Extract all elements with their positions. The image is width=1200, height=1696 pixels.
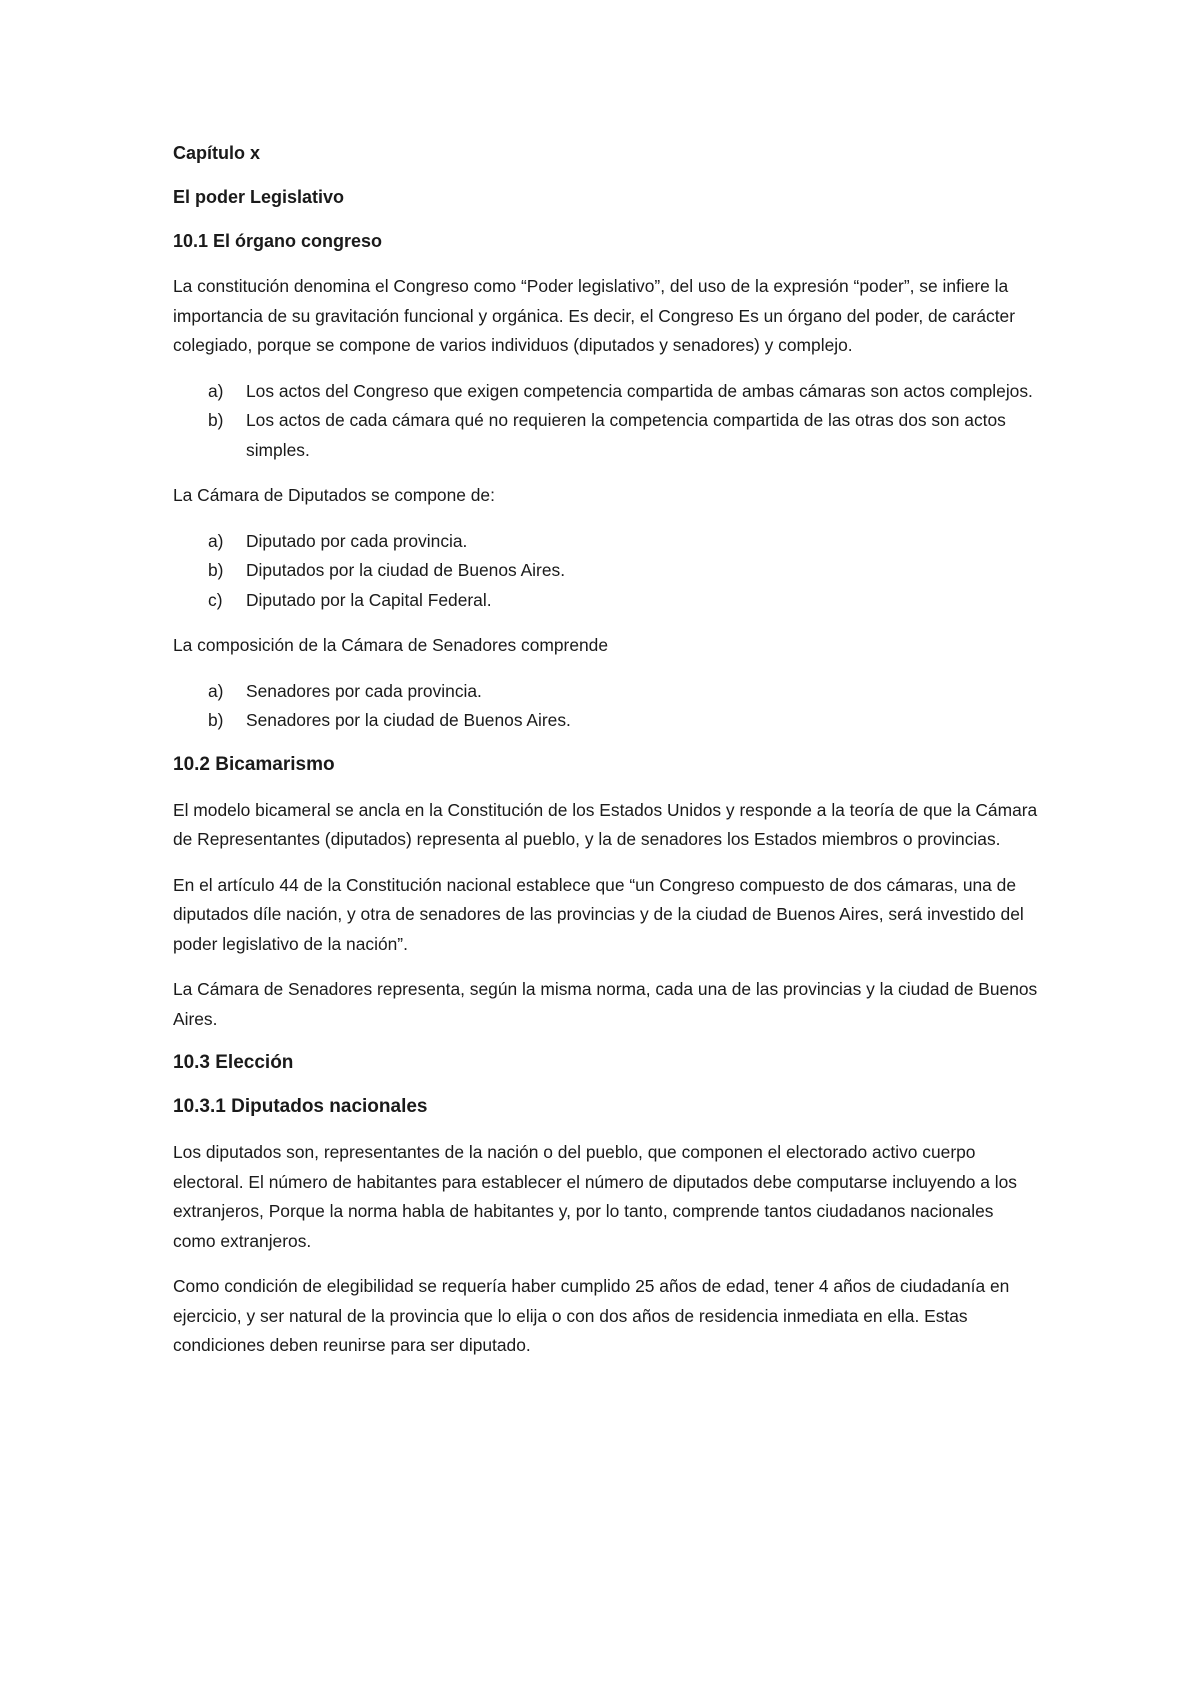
list-item-text: Senadores por cada provincia.: [246, 680, 482, 701]
section-heading-10-2: 10.2 Bicamarismo: [173, 753, 335, 775]
section-heading-10-1: 10.1 El órgano congreso: [173, 231, 383, 251]
list-marker: b): [208, 410, 224, 430]
paragraph: La constitución denomina el Congreso como “Poder legislativo”, del uso de la expresión “poder”, se infiere la importancia de su gravitación funcional y orgánica. Es decir, el Congreso Es un órgano del poder, de carácter colegiado, porque se compone de varios individuos (diputados y senadores) y complejo.: [173, 276, 1016, 355]
subsection-heading-10-3-1: 10.3.1 Diputados nacionales: [173, 1096, 428, 1117]
paragraph: La Cámara de Diputados se compone de:: [173, 485, 495, 505]
list-item: [173, 377, 1040, 407]
chapter-title: El poder Legislativo: [173, 187, 345, 207]
list-item-text: Diputado por la Capital Federal.: [246, 589, 492, 610]
list-item: [173, 527, 1040, 557]
paragraph: Los diputados son, representantes de la nación o del pueblo, que componen el electorado activo cuerpo electoral. El número de habitantes para establecer el número de diputados debe computarse incluyendo a los extranjeros, Porque la norma habla de habitantes y, por lo tanto, comprende tantos ciudadanos nacionales como extranjeros.: [173, 1142, 1017, 1251]
list-marker: a): [208, 530, 224, 551]
list-marker: c): [208, 589, 223, 610]
chapter-heading: Capítulo x: [173, 143, 261, 163]
list-item: [173, 677, 1040, 707]
paragraph: En el artículo 44 de la Constitución nacional establece que “un Congreso compuesto de dos cámaras, una de diputados díle nación, y otra de senadores de las provincias y de la ciudad de Buenos Aires, será investido del poder legislativo de la nación”.: [173, 874, 1024, 954]
section-heading-10-3: 10.3 Elección: [173, 1052, 294, 1073]
list-marker: b): [208, 710, 224, 730]
list-marker: a): [208, 680, 224, 701]
list-marker: b): [208, 560, 224, 580]
paragraph: La composición de la Cámara de Senadores comprende: [173, 635, 609, 655]
list-actos: [173, 377, 1040, 466]
list-item: [173, 556, 1040, 586]
paragraph: Como condición de elegibilidad se requería haber cumplido 25 años de edad, tener 4 años de ciudadanía en ejercicio, y ser natural de la provincia que lo elija o con dos años de residencia inmediata en ella. Estas condiciones deben reunirse para ser diputado.: [173, 1276, 1010, 1355]
list-marker: a): [208, 380, 224, 401]
list-item: [173, 406, 1040, 465]
list-item-text: Diputados por la ciudad de Buenos Aires.: [246, 560, 566, 580]
list-item-text: Los actos del Congreso que exigen competencia compartida de ambas cámaras son actos complejos.: [246, 380, 1033, 401]
paragraph: La Cámara de Senadores representa, según la misma norma, cada una de las provincias y la ciudad de Buenos Aires.: [173, 979, 1038, 1029]
list-item-text: Senadores por la ciudad de Buenos Aires.: [246, 710, 571, 730]
list-item-text: Los actos de cada cámara qué no requieren la competencia compartida de las otras dos son actos simples.: [246, 410, 1006, 460]
list-item-text: Diputado por cada provincia.: [246, 530, 468, 551]
list-item: [173, 706, 1040, 736]
list-item: [173, 586, 1040, 616]
paragraph: El modelo bicameral se ancla en la Constitución de los Estados Unidos y responde a la teoría de que la Cámara de Representantes (diputados) representa al pueblo, y la de senadores los Estados miembros o provincias.: [173, 799, 1038, 849]
list-diputados: [173, 527, 1040, 616]
list-senadores: [173, 677, 1040, 736]
